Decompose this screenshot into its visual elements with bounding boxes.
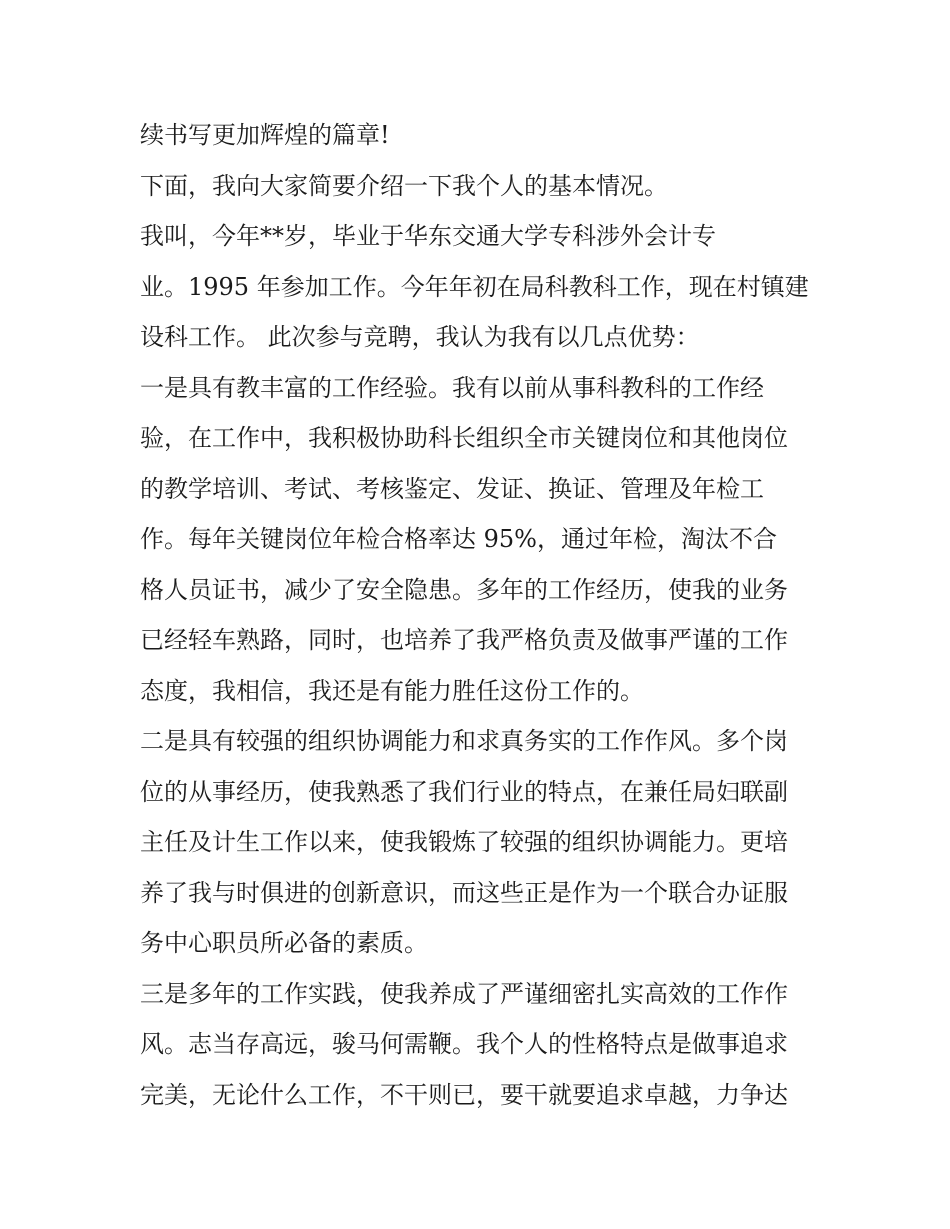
text-line: 完美，无论什么工作，不干则已，要干就要追求卓越，力争达 — [140, 1080, 788, 1109]
text-line: 我叫，今年**岁，毕业于华东交通大学专科涉外会计专 — [140, 222, 716, 250]
text-line: 主任及计生工作以来，使我锻炼了较强的组织协调能力。更培 — [140, 828, 788, 856]
text-line: 业。1995 年参加工作。今年年初在局科教科工作，现在村镇建 — [140, 272, 809, 301]
text-line: 续书写更加辉煌的篇章! — [140, 121, 390, 149]
text-line: 风。志当存高远，骏马何需鞭。我个人的性格特点是做事追求 — [140, 1030, 788, 1058]
text-line: 态度，我相信，我还是有能力胜任这份工作的。 — [140, 676, 644, 705]
text-line: 三是多年的工作实践，使我养成了严谨细密扎实高效的工作作 — [140, 979, 788, 1008]
text-line: 二是具有较强的组织协调能力和求真务实的工作作风。多个岗 — [140, 727, 788, 755]
text-line: 设科工作。 此次参与竞聘，我认为我有以几点优势： — [140, 323, 700, 351]
text-line: 已经轻车熟路，同时，也培养了我严格负责及做事严谨的工作 — [140, 626, 788, 654]
text-line: 一是具有教丰富的工作经验。我有以前从事科教科的工作经 — [140, 373, 764, 402]
text-line: 验，在工作中，我积极协助科长组织全市关键岗位和其他岗位 — [140, 424, 788, 452]
body-text — [140, 110, 820, 1120]
text-line: 下面，我向大家简要介绍一下我个人的基本情况。 — [140, 171, 668, 200]
text-line: 作。每年关键岗位年检合格率达 95%，通过年检，淘汰不合 — [140, 525, 777, 553]
text-line: 格人员证书，减少了安全隐患。多年的工作经历，使我的业务 — [140, 575, 788, 604]
text-line: 的教学培训、考试、考核鉴定、发证、换证、管理及年检工 — [140, 474, 764, 503]
text-line: 位的从事经历，使我熟悉了我们行业的特点，在兼任局妇联副 — [140, 777, 788, 806]
text-line: 务中心职员所必备的素质。 — [140, 929, 428, 957]
text-line: 养了我与时俱进的创新意识，而这些正是作为一个联合办证服 — [140, 878, 788, 907]
